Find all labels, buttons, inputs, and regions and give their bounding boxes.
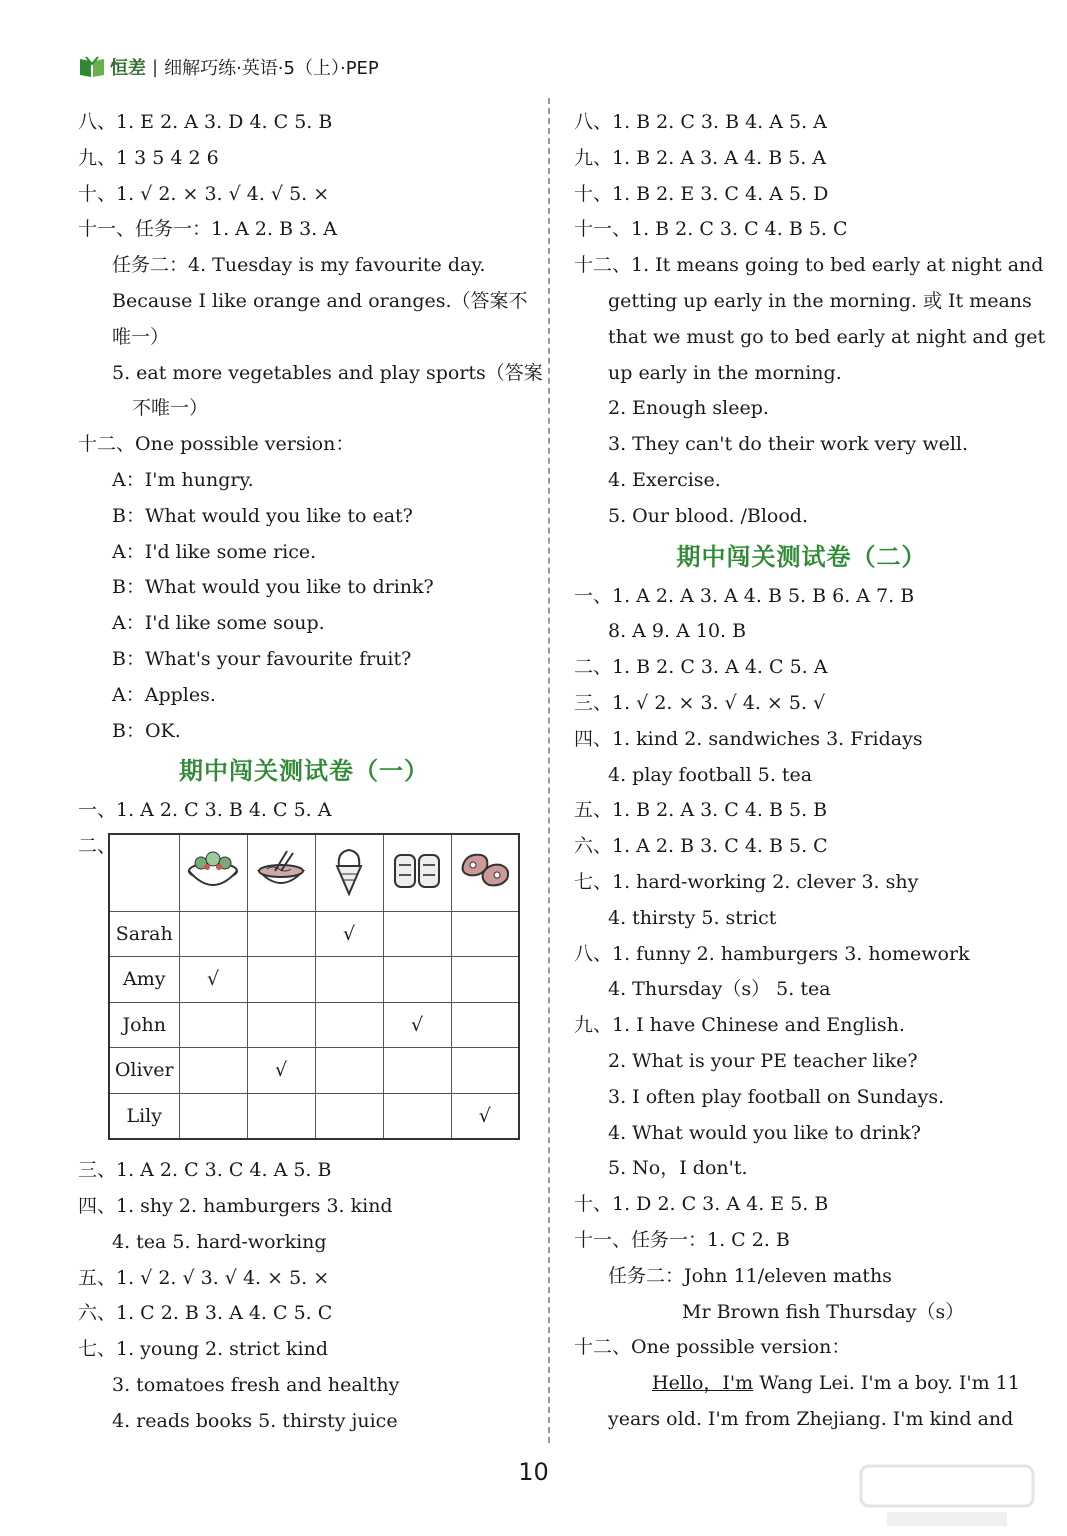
table-label: 二、 <box>78 835 117 858</box>
answer-line: 十二、One possible version： <box>78 433 355 456</box>
food-header-cell <box>179 834 247 911</box>
answer-line: 九、1 3 5 4 2 6 <box>78 146 219 169</box>
answer-line: 5. No，I don't. <box>608 1157 748 1180</box>
answer-line: 四、1. kind 2. sandwiches 3. Fridays <box>574 727 923 750</box>
section-title-midterm-1: 期中闯关测试卷（一） <box>179 757 429 786</box>
right-column <box>574 105 1046 1438</box>
book-logo-icon <box>78 55 106 79</box>
answer-line: B：What would you like to eat? <box>112 504 413 527</box>
check-cell <box>247 1002 315 1048</box>
answer-line: 八、1. E 2. A 3. D 4. C 5. B <box>78 111 333 133</box>
salad-icon <box>180 847 247 898</box>
check-cell <box>451 1048 519 1094</box>
answer-line: B：What would you like to drink? <box>112 576 434 599</box>
answer-line: Because I like orange and oranges.（答案不 <box>112 289 528 312</box>
essay-line <box>574 1366 1029 1402</box>
answer-line: Mr Brown fish Thursday（s） <box>682 1300 965 1323</box>
student-name-cell: Lily <box>109 1093 179 1139</box>
answer-line: 七、1. hard-working 2. clever 3. shy <box>574 870 919 893</box>
answer-line: 十、1. √ 2. × 3. √ 4. √ 5. × <box>78 182 330 205</box>
check-cell <box>315 1048 383 1094</box>
check-cell: √ <box>383 1002 451 1048</box>
right-answers-bottom <box>574 579 1029 1367</box>
section-title-midterm-2: 期中闯关测试卷（二） <box>676 542 927 571</box>
student-name-cell: Oliver <box>109 1048 179 1094</box>
food-header-cell <box>315 834 383 911</box>
table-corner-cell <box>109 834 179 911</box>
student-name-cell: John <box>109 1002 179 1048</box>
answer-line: 十一、任务一：1. C 2. B <box>574 1228 790 1251</box>
table-row <box>109 1002 519 1048</box>
answer-line: A：I'm hungry. <box>112 468 254 491</box>
page-header <box>78 52 379 82</box>
answer-line: B：OK. <box>112 719 181 742</box>
table-row <box>109 911 519 957</box>
check-cell <box>451 911 519 957</box>
check-cell <box>383 911 451 957</box>
table-row <box>109 1048 519 1094</box>
check-cell <box>247 1093 315 1139</box>
answer-line: 十二、1. It means going to bed early at night and <box>574 254 1044 277</box>
answer-line: 4. thirsty 5. strict <box>608 906 777 929</box>
series-title: 细解巧练·英语·5（上）·PEP <box>164 58 379 79</box>
check-cell <box>315 1093 383 1139</box>
answer-line: A：Apples. <box>112 683 216 706</box>
logo-text: 恒差 <box>110 58 146 79</box>
answer-line: 4. play football 5. tea <box>608 763 813 786</box>
answer-line: 4. Thursday（s） 5. tea <box>608 978 831 1001</box>
answer-line: 唯一） <box>112 325 170 348</box>
answer-line: 二、1. B 2. C 3. A 4. C 5. A <box>574 656 828 679</box>
check-cell <box>179 1093 247 1139</box>
beef-icon <box>452 847 519 898</box>
answer-line: 十一、1. B 2. C 3. C 4. B 5. C <box>574 218 848 241</box>
answer-line: 3. I often play football on Sundays. <box>608 1085 945 1108</box>
answer-line: 任务二：4. Tuesday is my favourite day. <box>112 254 486 277</box>
answer-line: A：I'd like some rice. <box>112 540 317 563</box>
check-cell <box>247 957 315 1003</box>
answer-line: 不唯一） <box>132 397 209 420</box>
check-cell <box>383 957 451 1003</box>
header-separator: | <box>152 56 159 78</box>
answer-line: 8. A 9. A 10. B <box>608 620 747 643</box>
food-header-cell <box>451 834 519 911</box>
check-cell <box>247 911 315 957</box>
check-cell: √ <box>451 1093 519 1139</box>
answer-line: 九、1. B 2. A 3. A 4. B 5. A <box>574 146 827 169</box>
left-answers-bottom <box>78 1153 530 1439</box>
ice-cream-icon <box>316 844 383 901</box>
food-header-cell <box>247 834 315 911</box>
answer-line: 五、1. √ 2. √ 3. √ 4. × 5. × <box>78 1266 330 1289</box>
answer-line: 5. eat more vegetables and play sports（答案 <box>112 361 543 384</box>
answer-line: 一、1. A 2. C 3. B 4. C 5. A <box>78 799 332 822</box>
check-cell <box>315 1002 383 1048</box>
essay-line1-rest: Wang Lei. I'm a boy. I'm 11 <box>753 1372 1020 1395</box>
table-header-row <box>109 834 519 911</box>
answer-line: 十一、任务一：1. A 2. B 3. A <box>78 218 337 241</box>
check-cell <box>383 1093 451 1139</box>
essay-line: years old. I'm from Zhejiang. I'm kind and <box>608 1407 1014 1430</box>
answer-line: getting up early in the morning. 或 It means <box>608 289 1032 312</box>
check-cell: √ <box>315 911 383 957</box>
answer-line: 2. What is your PE teacher like? <box>608 1049 918 1072</box>
answer-line: 一、1. A 2. A 3. A 4. B 5. B 6. A 7. B <box>574 584 915 607</box>
answer-line: 4. Exercise. <box>608 468 721 491</box>
check-cell: √ <box>179 957 247 1003</box>
answer-line: 九、1. I have Chinese and English. <box>574 1014 905 1037</box>
answer-line: that we must go to bed early at night and get <box>608 325 1046 348</box>
answer-line: up early in the morning. <box>608 361 842 384</box>
check-cell <box>451 1002 519 1048</box>
answer-line: 六、1. C 2. B 3. A 4. C 5. C <box>78 1302 333 1325</box>
food-preference-table <box>108 833 520 1140</box>
student-name-cell: Amy <box>109 957 179 1003</box>
check-cell <box>451 957 519 1003</box>
watermark-logo-icon <box>857 1462 1037 1532</box>
answer-line: 4. reads books 5. thirsty juice <box>112 1409 398 1432</box>
column-divider <box>548 98 550 1443</box>
answer-line: 3. They can't do their work very well. <box>608 433 969 456</box>
answer-line: 4. tea 5. hard-working <box>112 1230 327 1253</box>
left-column <box>78 105 543 1440</box>
answer-line: 三、1. √ 2. × 3. √ 4. × 5. √ <box>574 691 826 714</box>
essay-underlined-start: Hello，I'm <box>652 1372 754 1395</box>
table-row <box>109 1093 519 1139</box>
answer-line: 八、1. funny 2. hamburgers 3. homework <box>574 942 970 965</box>
answer-line: 四、1. shy 2. hamburgers 3. kind <box>78 1194 393 1217</box>
answer-line: A：I'd like some soup. <box>112 612 325 635</box>
check-cell <box>315 957 383 1003</box>
check-cell <box>383 1048 451 1094</box>
check-cell: √ <box>247 1048 315 1094</box>
answer-line: 十、1. B 2. E 3. C 4. A 5. D <box>574 182 829 205</box>
answer-line: 2. Enough sleep. <box>608 397 769 420</box>
answer-line: 八、1. B 2. C 3. B 4. A 5. A <box>574 111 827 133</box>
answer-line: 十二、One possible version： <box>574 1336 851 1359</box>
student-name-cell: Sarah <box>109 911 179 957</box>
answer-line: 六、1. A 2. B 3. C 4. B 5. C <box>574 835 828 858</box>
answer-line: 七、1. young 2. strict kind <box>78 1338 329 1361</box>
publisher-logo <box>78 54 146 80</box>
noodles-icon <box>248 847 315 898</box>
answer-line: 五、1. B 2. A 3. C 4. B 5. B <box>574 799 828 822</box>
table-row <box>109 957 519 1003</box>
food-table-section <box>78 831 530 1153</box>
answer-line: 3. tomatoes fresh and healthy <box>112 1373 400 1396</box>
check-cell <box>179 1002 247 1048</box>
answer-line: 三、1. A 2. C 3. C 4. A 5. B <box>78 1159 332 1182</box>
check-cell <box>179 1048 247 1094</box>
answer-line: 任务二：John 11/eleven maths <box>608 1264 892 1287</box>
right-answers-top <box>574 105 1046 535</box>
answer-line: B：What's your favourite fruit? <box>112 647 412 670</box>
answer-line: 5. Our blood. /Blood. <box>608 504 808 527</box>
page-number: 10 <box>518 1458 549 1486</box>
food-header-cell <box>383 834 451 911</box>
left-answers-top <box>78 105 543 749</box>
answer-line: 十、1. D 2. C 3. A 4. E 5. B <box>574 1193 829 1216</box>
answer-line: 4. What would you like to drink? <box>608 1121 921 1144</box>
sandwich-icon <box>384 847 451 898</box>
check-cell <box>179 911 247 957</box>
